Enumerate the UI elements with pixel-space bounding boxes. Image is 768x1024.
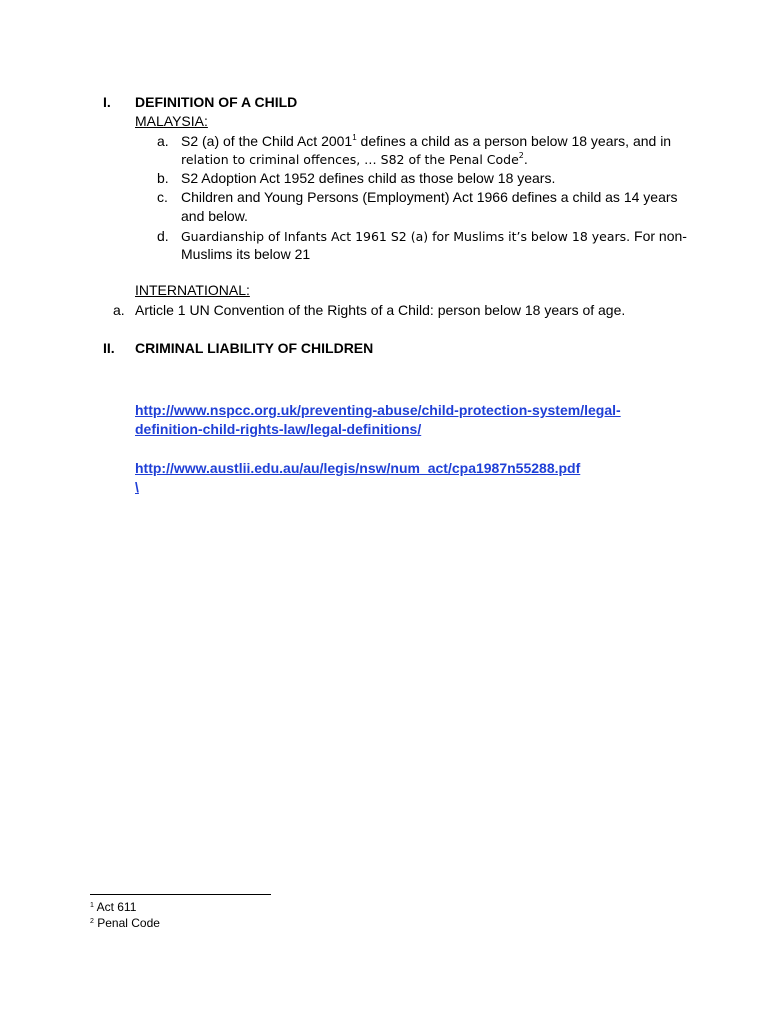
item-a-line2: relation to criminal offences, … S82 of the Penal Code$^2$. xyxy=(181,151,528,167)
nspcc-link-line2[interactable]: definition-child-rights-law/legal-definitions/ xyxy=(135,421,422,437)
malaysia-label: MALAYSIA: xyxy=(135,113,208,129)
footnote-ref-2[interactable]: 2 xyxy=(518,151,524,160)
footnote-1: $^1$ Act 611 xyxy=(90,900,137,914)
item-b-line1: S2 Adoption Act 1952 defines child as those below 18 years. xyxy=(181,170,556,186)
item-d-line2: Muslims its below 21 xyxy=(181,246,311,262)
section-2-numeral: II. xyxy=(103,340,115,356)
austlii-link[interactable]: http://www.austlii.edu.au/au/legis/nsw/num_act/cpa1987n55288.pdf xyxy=(135,460,581,476)
section-1-numeral: I. xyxy=(103,94,111,110)
section-2-heading: CRIMINAL LIABILITY OF CHILDREN xyxy=(135,340,374,356)
item-b-letter: b. xyxy=(157,170,169,186)
backslash-link[interactable]: \ xyxy=(135,479,139,495)
item-d-letter: d. xyxy=(157,228,169,244)
section-1-heading: DEFINITION OF A CHILD xyxy=(135,94,298,110)
footnote-ref-1[interactable]: 1 xyxy=(352,133,357,142)
footnote-2: $^2$ Penal Code xyxy=(90,916,160,930)
international-item-a-letter: a. xyxy=(113,302,125,318)
nspcc-link-line1[interactable]: http://www.nspcc.org.uk/preventing-abuse/child-protection-system/legal- xyxy=(135,402,621,418)
item-c-line2: and below. xyxy=(181,208,248,224)
item-c-line1: Children and Young Persons (Employment) Act 1966 defines a child as 14 years xyxy=(181,189,678,205)
item-c-letter: c. xyxy=(157,189,168,205)
international-label: INTERNATIONAL: xyxy=(135,282,250,298)
item-a-line1: S2 (a) of the Child Act 2001$^1$ defines a child as a person below 18 years, and in xyxy=(181,133,672,149)
item-d-line1: Guardianship of Infants Act 1961 S2 (a) for Muslims it’s below 18 years. For non- xyxy=(181,228,687,244)
item-a-letter: a. xyxy=(157,133,169,149)
footnote-separator xyxy=(90,894,271,895)
international-item-a-text: Article 1 UN Convention of the Rights of a Child: person below 18 years of age. xyxy=(135,302,626,318)
